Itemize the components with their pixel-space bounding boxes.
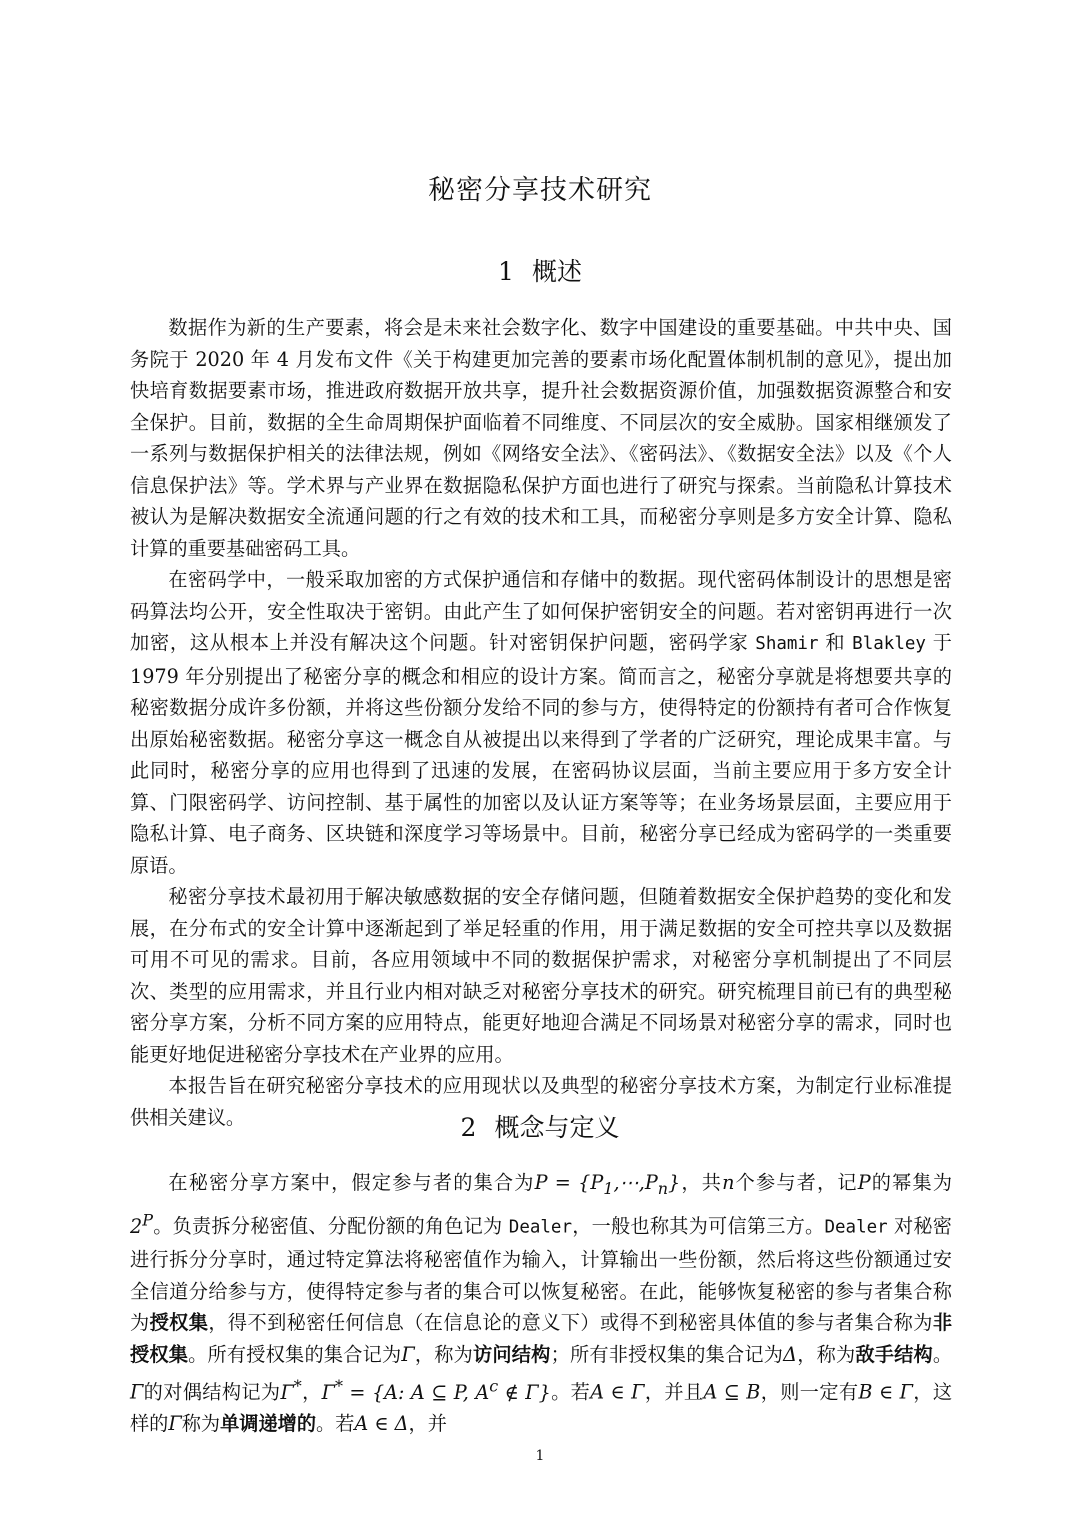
section-2-number: 2 [460,1113,477,1142]
name-blakley: Blakley [852,634,926,654]
term-authorized-set: 授权集 [149,1311,209,1335]
paragraph: 本报告旨在研究秘密分享技术的应用现状以及典型的秘密分享技术方案，为制定行业标准提供相关建议。 [130,1074,952,1129]
section-1-number: 1 [498,257,514,286]
page-number: 1 [535,1448,545,1464]
math-dual-structure: Γ* [280,1376,302,1404]
term-unauthorized-set: 非授权集 [130,1311,953,1366]
math-dual-definition: Γ* = {A: A ⊆ P, $A^c$ ∉ Γ} [321,1376,551,1404]
section-2-heading [0,1108,1080,1144]
paragraph: 在密码学中，一般采取加密的方式保护通信和存储中的数据。现代密码体制设计的思想是密码算法均公开，安全性取决于密钥。由此产生了如何保护密钥安全的问题。若对密钥再进行一次加密，这从根本上并没有解决这个问题。针对密钥保护问题，密码学家 Shamir 和 Blakley 于 1979 年分别提出了秘密分享的概念和相应的设计方案。简而言之，秘密分享就是将想要共享的秘密数据分成许多份额，并将这些份额分发给不同的参与方，使得特定的份额持有者可合作恢复出原始秘密数据。秘密分享这一概念自从被提出以来得到了学者的广泛研究，理论成果丰富。与此同时，秘密分享的应用也得到了迅速的发展，在密码协议层面，当前主要应用于多方安全计算、门限密码学、访问控制、基于属性的加密以及认证方案等等；在业务场景层面，主要应用于隐私计算、电子商务、区块链和深度学习等场景中。目前，秘密分享已经成为密码学的一类重要原语。 [130,568,952,877]
document-title: 秘密分享技术研究 [428,175,652,206]
section-1-heading [0,252,1080,288]
name-shamir: Shamir [755,634,819,654]
term-dealer: Dealer [508,1217,572,1238]
section-2-title: 概念与定义 [494,1113,620,1142]
section-2-body [130,1167,952,1440]
term-monotone-increasing: 单调递增的 [220,1412,317,1436]
section-1-title: 概述 [531,257,582,286]
paragraph: 数据作为新的生产要素，将会是未来社会数字化、数字中国建设的重要基础。中共中央、国务院于 2020 年 4 月发布文件《关于构建更加完善的要素市场化配置体制机制的意见》，提出加快培育数据要素市场，推进政府数据开放共享，提升社会数据资源价值，加强数据资源整合和安全保护。目前，数据的全生命周期保护面临着不同维度、不同层次的安全威胁。国家相继颁发了一系列与数据保护相关的法律法规，例如《网络安全法》、《密码法》、《数据安全法》以及《个人信息保护法》等。学术界与产业界在数据隐私保护方面也进行了研究与探索。当前隐私计算技术被认为是解决数据安全流通问题的行之有效的技术和工具，而秘密分享则是多方安全计算、隐私计算的重要基础密码工具。 [130,316,952,560]
term-access-structure: 访问结构 [473,1342,551,1366]
term-dealer: Dealer [824,1217,888,1238]
term-adversary-structure: 敌手结构 [855,1342,933,1366]
paragraph: 秘密分享技术最初用于解决敏感数据的安全存储问题，但随着数据安全保护趋势的变化和发展，在分布式的安全计算中逐渐起到了举足轻重的作用，用于满足数据的安全可控共享以及数据可用不可见的需求。目前，各应用领域中不同的数据保护需求，对秘密分享机制提出了不同层次、类型的应用需求，并且行业内相对缺乏对秘密分享技术的研究。研究梳理目前已有的典型秘密分享方案，分析不同方案的应用特点，能更好地迎合满足不同场景对秘密分享的需求，同时也能更好地促进秘密分享技术在产业界的应用。 [130,885,952,1066]
paragraph: 在秘密分享方案中，假定参与者的集合为$P = \{P_1,\cdots,P_n\}$，共n个参与者，记P的幂集为$2^P$。负责拆分秘密值、分配份额的角色记为 Dealer，一般也称其为可信第三方。Dealer 对秘密进行拆分分享时，通过特定算法将秘密值作为输入，计算输出一些份额，然后将这些份额通过安全信道分给参与方，使得特定参与者的集合可以恢复秘密。在此，能够恢复秘密的参与者集合称为授权集，得不到秘密任何信息（在信息论的意义下）或得不到秘密具体值的参与者集合称为非授权集。所有授权集的集合记为Γ，称为访问结构；所有非授权集的集合记为Δ，称为敌手结构。Γ的对偶结构记为Γ*，Γ* = {A: A ⊆ P, $A^c$ ∉ Γ}。若A ∈ Γ，并且A ⊆ B，则一定有B ∈ Γ，这样的Γ称为单调递增的。若A ∈ Δ，并 [130,1171,953,1436]
section-1-body [130,312,952,1133]
math-power-set: $2^P$ [130,1210,153,1238]
math-participant-set: $P = \{P_1,\cdots,P_n\}$ [534,1171,681,1198]
